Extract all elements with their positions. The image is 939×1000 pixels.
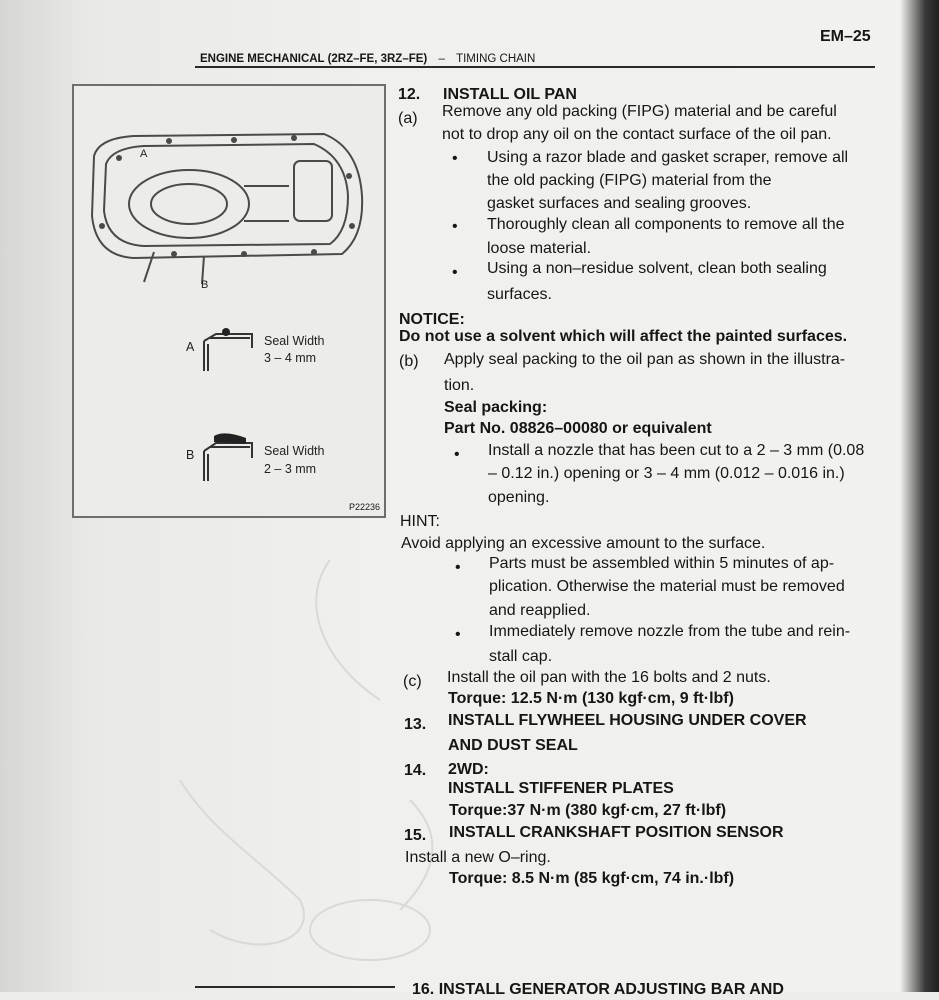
label-a: A (186, 340, 195, 354)
step-13-line-2: AND DUST SEAL (448, 737, 578, 754)
oil-pan-torque: Torque: 12.5 N·m (130 kgf·cm, 9 ft·lbf) (448, 690, 734, 707)
substep-c-label: (c) (403, 673, 422, 690)
section-header (200, 53, 535, 65)
header-rule (195, 66, 875, 68)
step-15-number: 15. (404, 827, 427, 844)
part-number: Part No. 08826–00080 or equivalent (444, 420, 712, 437)
substep-c-line-1: Install the oil pan with the 16 bolts and 2 nuts. (447, 669, 771, 686)
b-bullet-1-line-1: Install a nozzle that has been cut to a 2 – 3 mm (0.08 (488, 442, 865, 459)
hint-bullet-1-line-1: Parts must be assembled within 5 minutes of ap- (489, 555, 835, 572)
a-bullet-1-line-3: gasket surfaces and sealing grooves. (487, 195, 752, 212)
notice-label: NOTICE: (399, 311, 465, 328)
a-bullet-2-line-2: loose material. (487, 240, 592, 257)
step-16-partial: 16. INSTALL GENERATOR ADJUSTING BAR AND (412, 981, 784, 998)
bullet: • (455, 559, 461, 576)
step-12-number: 12. (398, 86, 421, 103)
substep-a-label: (a) (398, 110, 418, 127)
notice-text: Do not use a solvent which will affect the painted surfaces. (399, 328, 848, 345)
hint-bullet-2-line-2: stall cap. (489, 648, 553, 665)
step-15-line-1: Install a new O–ring. (405, 849, 551, 866)
a-bullet-3-line-1: Using a non–residue solvent, clean both sealing (487, 260, 827, 277)
substep-b-line-2: tion. (444, 377, 475, 394)
subsection-title: TIMING CHAIN (456, 53, 536, 65)
bullet: • (454, 446, 460, 463)
step-12-title: INSTALL OIL PAN (443, 86, 577, 103)
header-separator: – (438, 53, 445, 65)
seal-b-value: 2 – 3 mm (264, 462, 317, 476)
step-14-line-2: INSTALL STIFFENER PLATES (448, 780, 674, 797)
substep-b-line-1: Apply seal packing to the oil pan as shown in the illustra- (444, 351, 846, 368)
hint-label: HINT: (400, 513, 440, 530)
b-bullet-1-line-2: – 0.12 in.) opening or 3 – 4 mm (0.012 – 0.016 in.) (488, 465, 845, 482)
bullet: • (455, 626, 461, 643)
label-a-pointer: A (140, 148, 148, 160)
a-bullet-2-line-1: Thoroughly clean all components to remove all the (487, 216, 845, 233)
step-15-title: INSTALL CRANKSHAFT POSITION SENSOR (449, 824, 784, 841)
stiffener-torque: Torque:37 N·m (380 kgf·cm, 27 ft·lbf) (449, 802, 727, 819)
hint-bullet-1-line-2: plication. Otherwise the material must be removed (489, 578, 845, 595)
sensor-torque: Torque: 8.5 N·m (85 kgf·cm, 74 in.·lbf) (449, 870, 735, 887)
seal-a-title: Seal Width (264, 334, 325, 348)
seal-b-title: Seal Width (264, 444, 325, 458)
oil-pan-illustration (72, 84, 386, 518)
a-bullet-1-line-1: Using a razor blade and gasket scraper, remove all (487, 149, 849, 166)
bullet: • (452, 218, 458, 235)
section-title: ENGINE MECHANICAL (2RZ–FE, 3RZ–FE) (200, 53, 428, 65)
label-b: B (186, 448, 195, 462)
page-number: EM–25 (820, 28, 871, 45)
hint-bullet-2-line-1: Immediately remove nozzle from the tube and rein- (489, 623, 851, 640)
oil-pan-drawing (74, 86, 380, 512)
hint-text: Avoid applying an excessive amount to the surface. (401, 535, 766, 552)
seal-packing-label: Seal packing: (444, 399, 548, 416)
seal-a-value: 3 – 4 mm (264, 351, 317, 365)
step-14-number: 14. (404, 762, 427, 779)
label-b-pointer: B (201, 279, 209, 291)
substep-a-line-2: not to drop any oil on the contact surface of the oil pan. (442, 126, 832, 143)
substep-b-label: (b) (399, 353, 419, 370)
bullet: • (452, 150, 458, 167)
a-bullet-1-line-2: the old packing (FIPG) material from the (487, 172, 772, 189)
a-bullet-3-line-2: surfaces. (487, 286, 552, 303)
figure-code: P22236 (348, 502, 380, 512)
bullet: • (452, 264, 458, 281)
hint-bullet-1-line-3: and reapplied. (489, 602, 591, 619)
step-13-line-1: INSTALL FLYWHEEL HOUSING UNDER COVER (448, 712, 807, 729)
step-13-number: 13. (404, 716, 427, 733)
substep-a-line-1: Remove any old packing (FIPG) material and be careful (442, 103, 837, 120)
bottom-rule (195, 986, 395, 988)
b-bullet-1-line-3: opening. (488, 489, 550, 506)
step-14-line-1: 2WD: (448, 761, 489, 778)
